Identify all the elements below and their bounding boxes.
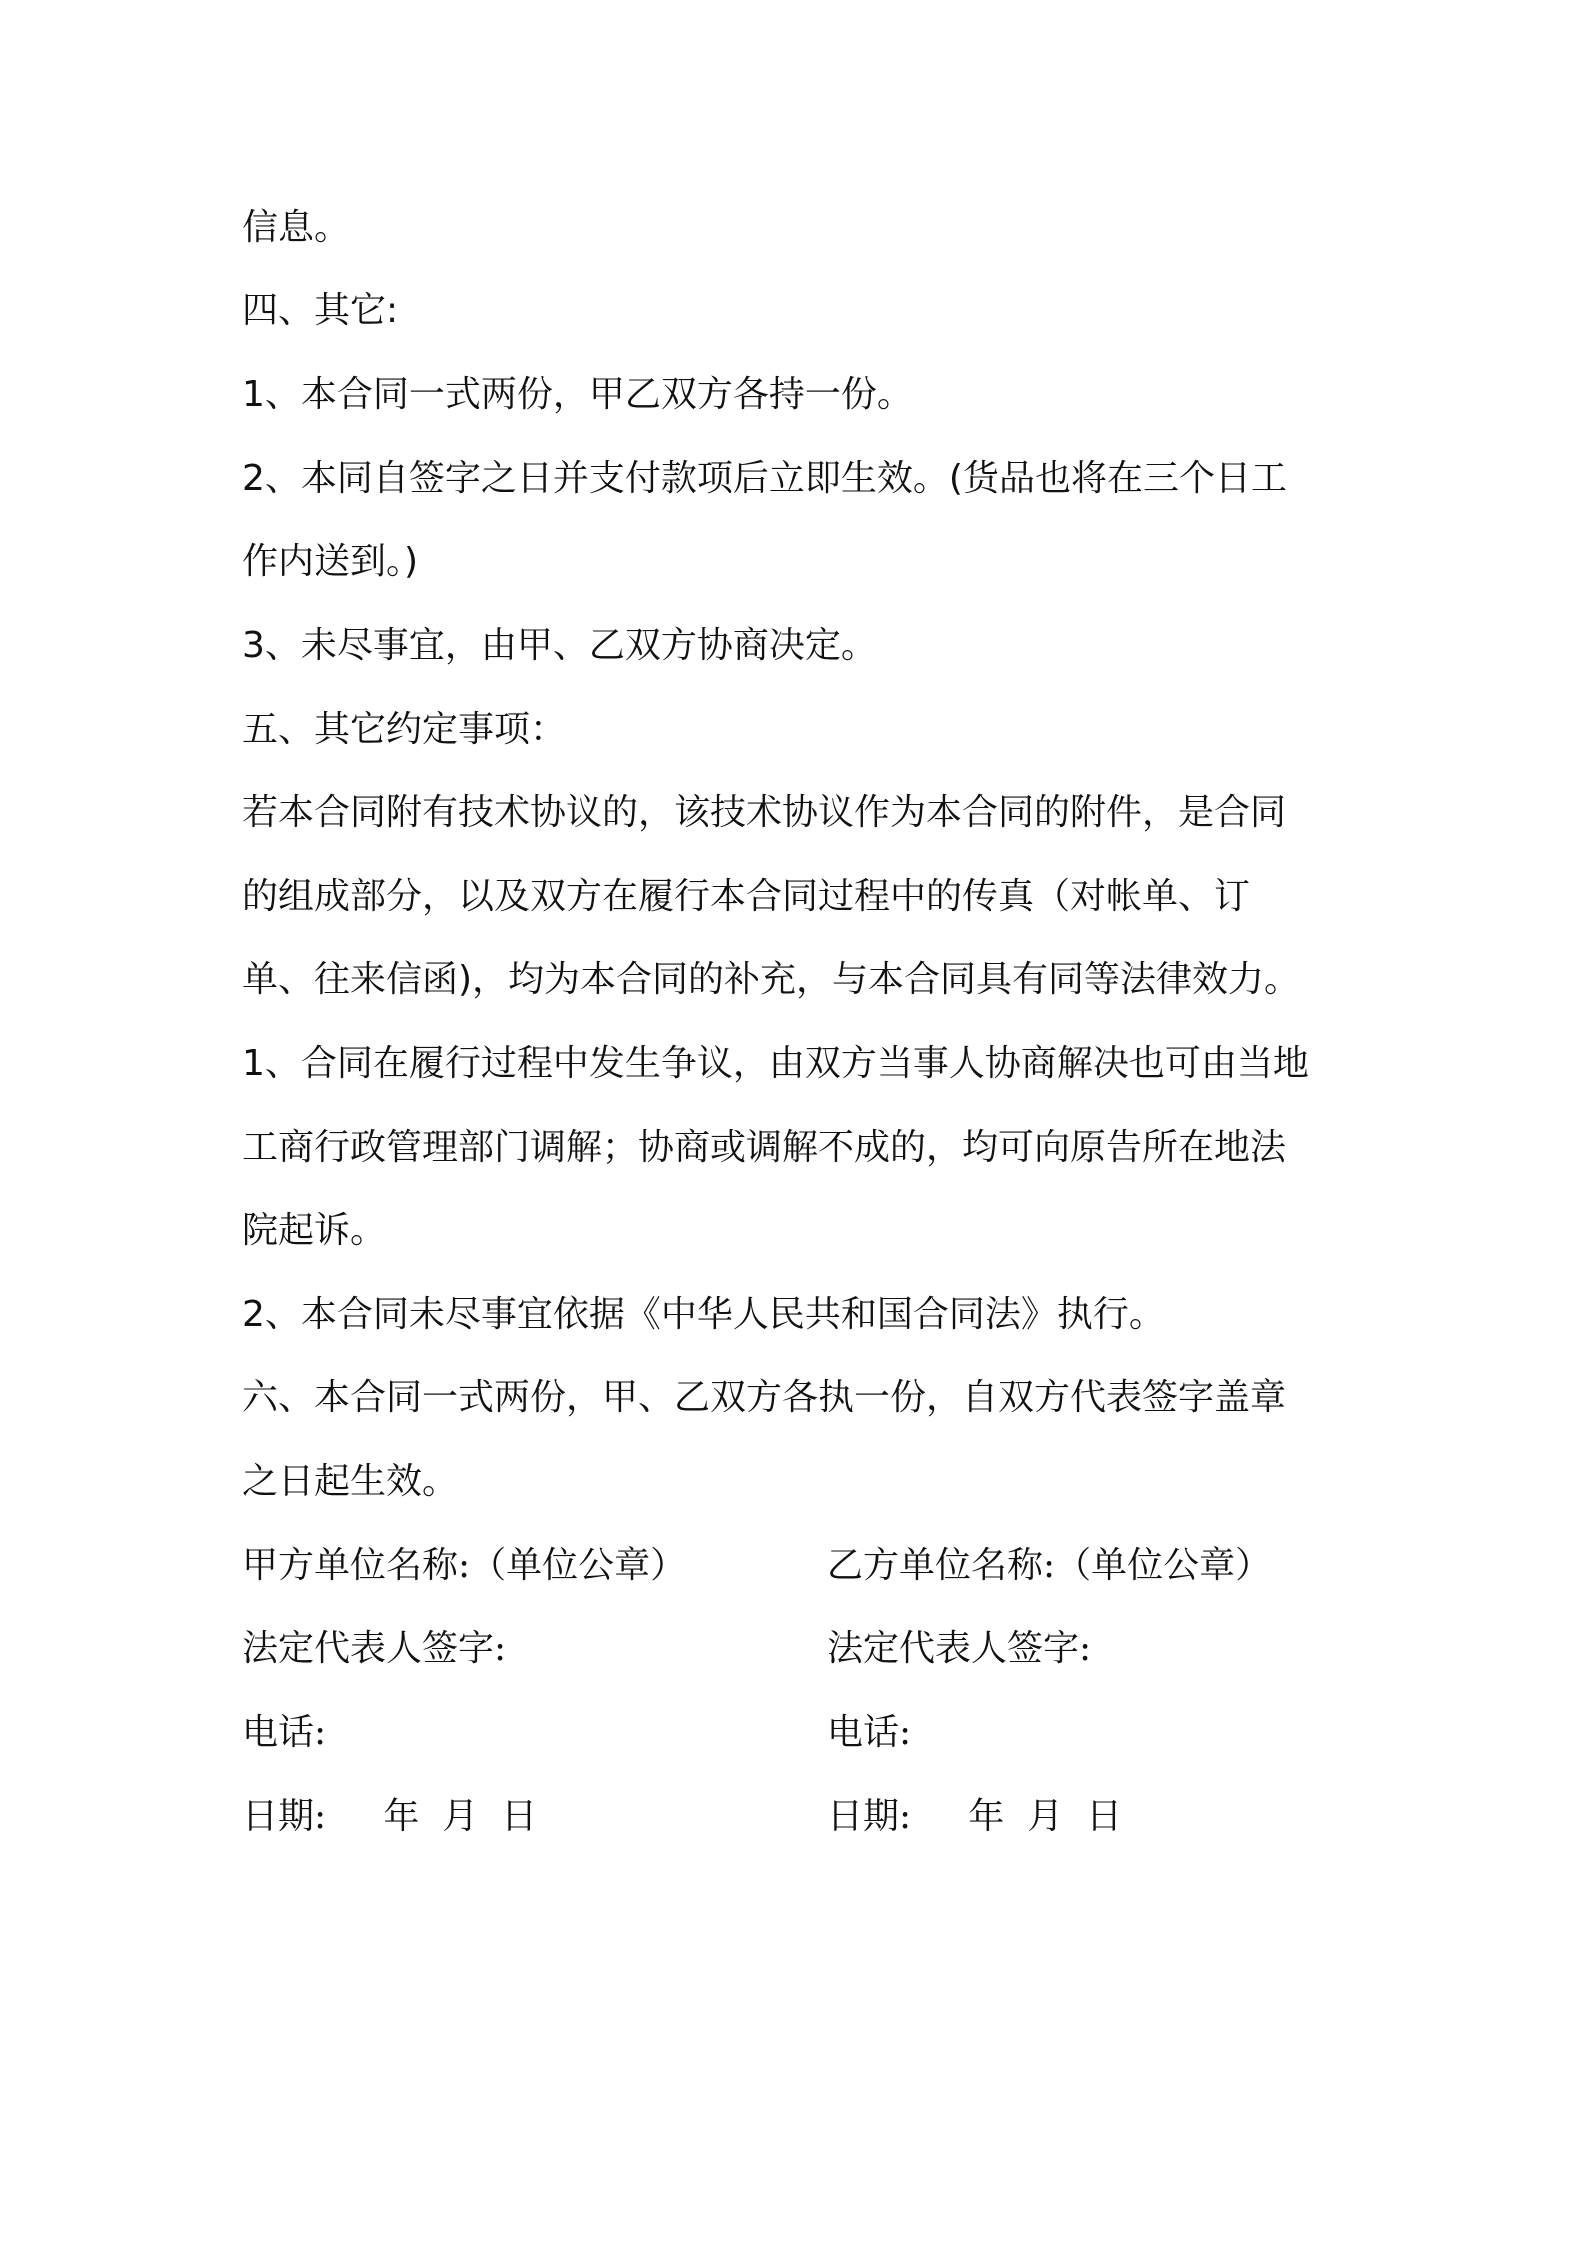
paragraph-line: 1、合同在履行过程中发生争议，由双方当事人协商解决也可由当地 (242, 1043, 1309, 1084)
party-b-name-label: 乙方单位名称:（单位公章） (827, 1545, 1272, 1586)
party-b-representative-label: 法定代表人签字: (827, 1628, 1092, 1669)
paragraph-line: 工商行政管理部门调解；协商或调解不成的，均可向原告所在地法 (242, 1127, 1287, 1168)
paragraph-line: 3、未尽事宜，由甲、乙双方协商决定。 (242, 625, 877, 666)
section-heading-effectiveness: 六、本合同一式两份，甲、乙双方各执一份，自双方代表签字盖章 (242, 1377, 1287, 1418)
paragraph-line: 院起诉。 (242, 1210, 387, 1251)
party-b-phone-label: 电话: (827, 1712, 912, 1753)
party-a-representative-label: 法定代表人签字: (242, 1628, 507, 1669)
party-b-date-label: 日期: 年 月 日 (827, 1796, 1123, 1837)
paragraph-line: 2、本合同未尽事宜依据《中华人民共和国合同法》执行。 (242, 1294, 1165, 1335)
party-a-name-label: 甲方单位名称:（单位公章） (242, 1545, 687, 1586)
paragraph-line: 单、往来信函)，均为本合同的补充，与本合同具有同等法律效力。 (242, 959, 1301, 1000)
paragraph-line: 作内送到。) (242, 541, 419, 582)
section-heading-other: 四、其它: (242, 290, 399, 331)
paragraph-line: 之日起生效。 (242, 1461, 459, 1502)
paragraph-line: 1、本合同一式两份，甲乙双方各持一份。 (242, 374, 913, 415)
paragraph-line: 信息。 (242, 207, 351, 248)
party-a-date-label: 日期: 年 月 日 (242, 1796, 538, 1837)
paragraph-line: 的组成部分，以及双方在履行本合同过程中的传真（对帐单、订 (242, 876, 1251, 917)
party-a-phone-label: 电话: (242, 1712, 327, 1753)
paragraph-line: 2、本同自签字之日并支付款项后立即生效。(货品也将在三个日工 (242, 458, 1287, 499)
section-heading-other-agreements: 五、其它约定事项： (242, 709, 567, 750)
paragraph-line: 若本合同附有技术协议的，该技术协议作为本合同的附件，是合同 (242, 792, 1287, 833)
